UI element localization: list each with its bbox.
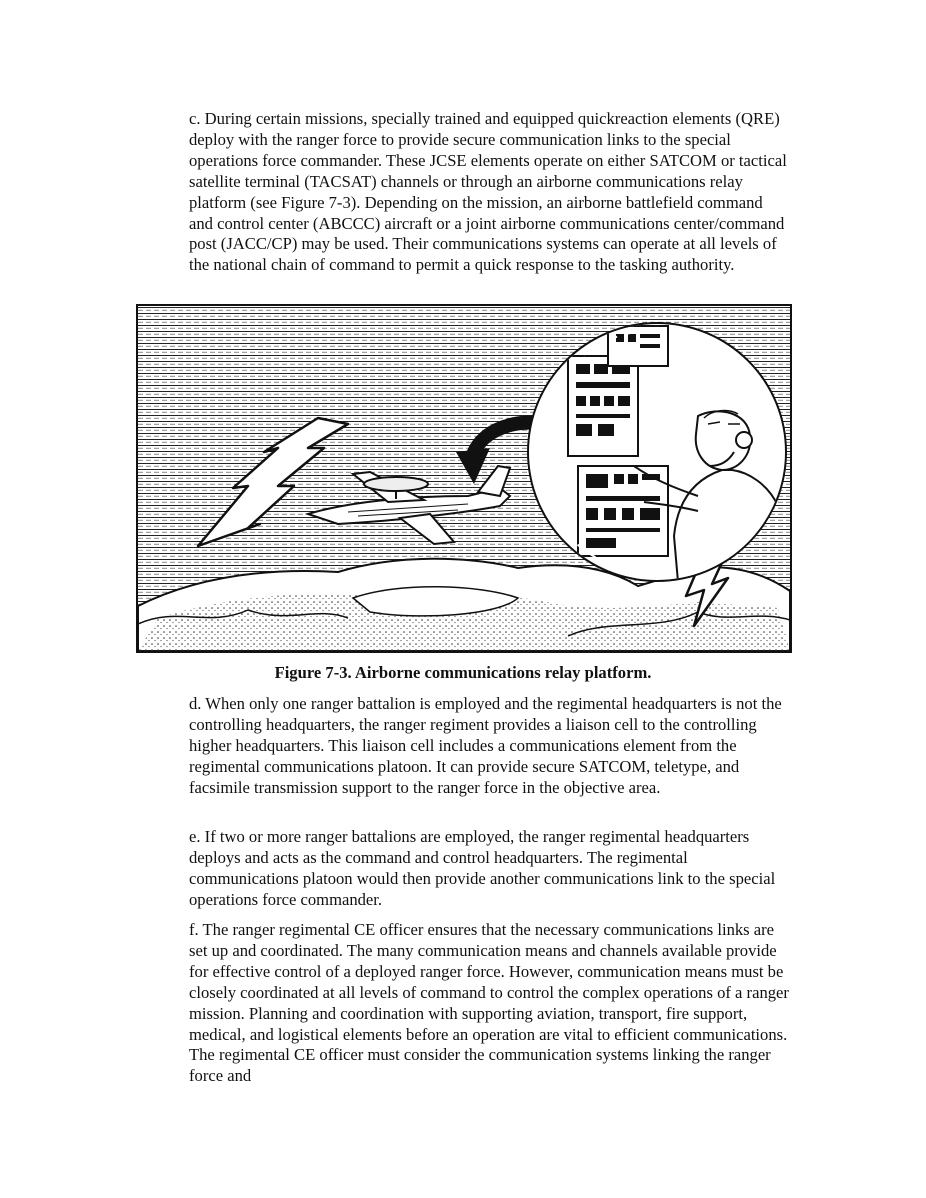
paragraph-e: e. If two or more ranger battalions are employed, the ranger regimental headquarters deploys and acts as the command and control headquarters. The regimental communications platoon would then provide another communications link to the special operations force commander. (189, 827, 776, 909)
figure-illustration (136, 304, 792, 653)
paragraph-f: f. The ranger regimental CE officer ensures that the necessary communications links are set up and coordinated. The many communication means and channels available provide for effective control of a deployed ranger force. However, communication means must be closely coordinated at all levels of command to control the complex operations of a ranger mission. Planning and coordination with supporting aviation, transport, fire support, medical, and logistical elements before an operation are vital to efficient communications. The regimental CE officer must consider the communication systems linking the ranger force and (189, 920, 789, 1086)
figure-caption: Figure 7-3. Airborne communications relay platform. (274, 663, 652, 682)
paragraph-c: c. During certain missions, specially trained and equipped quickreaction elements (QRE) deploy with the ranger force to provide secure communication links to the special operations force commander. These JCSE elements operate on either SATCOM or tactical satellite terminal (TACSAT) channels or through an airborne communications relay platform (see Figure 7-3). Depending on the mission, an airborne battlefield command and control center (ABCCC) aircraft or a joint airborne communications center/command post (JACC/CP) may be used. Their communications systems can operate at all levels of the national chain of command to permit a quick response to the tasking authority. (189, 109, 787, 275)
paragraph-d: d. When only one ranger battalion is employed and the regimental headquarters is not the controlling headquarters, the ranger regiment provides a liaison cell to the controlling higher headquarters. This liaison cell includes a communications element from the regimental communications platoon. It can provide secure SATCOM, teletype, and facsimile transmission support to the ranger force in the objective area. (189, 694, 782, 797)
